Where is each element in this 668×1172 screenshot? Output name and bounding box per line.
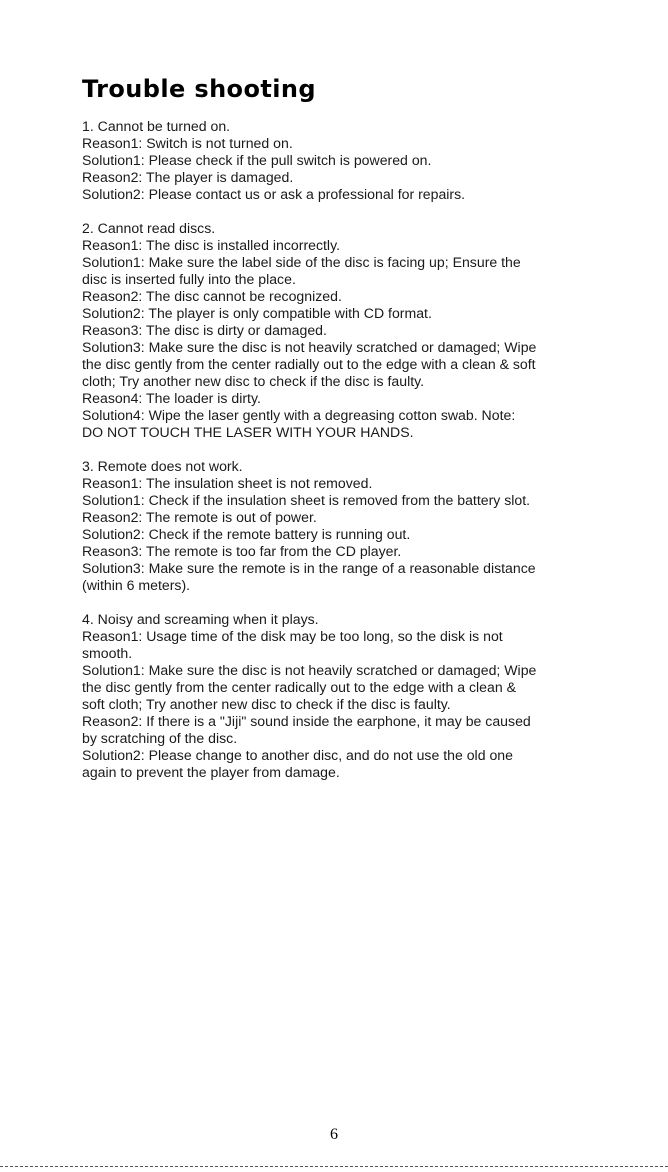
text-line: Solution2: The player is only compatible with CD format. — [82, 305, 432, 321]
text-line: Solution1: Please check if the pull switch is powered on. — [82, 152, 432, 168]
text-line: by scratching of the disc. — [82, 730, 238, 746]
page-number: 6 — [330, 1126, 338, 1143]
section-remote-not-working — [82, 458, 592, 594]
text-line: Reason1: Usage time of the disk may be too long, so the disk is not — [82, 628, 503, 644]
section-heading: 4. Noisy and screaming when it plays. — [82, 611, 319, 627]
text-line: DO NOT TOUCH THE LASER WITH YOUR HANDS. — [82, 424, 414, 440]
text-line: Reason2: The remote is out of power. — [82, 509, 317, 525]
section-noisy-playback — [82, 611, 592, 781]
section-cannot-turn-on — [82, 118, 592, 203]
troubleshooting-content — [82, 118, 592, 798]
text-line: soft cloth; Try another new disc to check if the disc is faulty. — [82, 696, 451, 712]
page-title: Trouble shooting — [82, 75, 316, 103]
text-line: Reason1: Switch is not turned on. — [82, 135, 293, 151]
text-line: smooth. — [82, 645, 133, 661]
text-line: Reason1: The insulation sheet is not removed. — [82, 475, 373, 491]
section-heading: 3. Remote does not work. — [82, 458, 243, 474]
text-line: Reason3: The disc is dirty or damaged. — [82, 322, 327, 338]
text-line: Solution2: Check if the remote battery is running out. — [82, 526, 411, 542]
text-line: the disc gently from the center radially out to the edge with a clean & soft — [82, 356, 536, 372]
bottom-divider — [0, 1166, 668, 1167]
text-line: Solution2: Please change to another disc, and do not use the old one — [82, 747, 513, 763]
text-line: Solution2: Please contact us or ask a professional for repairs. — [82, 186, 466, 202]
text-line: Reason1: The disc is installed incorrectly. — [82, 237, 340, 253]
text-line: the disc gently from the center radically out to the edge with a clean & — [82, 679, 517, 695]
text-line: disc is inserted fully into the place. — [82, 271, 296, 287]
text-line: Reason2: The disc cannot be recognized. — [82, 288, 342, 304]
text-line: Reason3: The remote is too far from the CD player. — [82, 543, 402, 559]
text-line: Solution1: Check if the insulation sheet is removed from the battery slot. — [82, 492, 531, 508]
section-cannot-read-discs — [82, 220, 592, 441]
text-line: again to prevent the player from damage. — [82, 764, 340, 780]
text-line: Solution1: Make sure the disc is not heavily scratched or damaged; Wipe — [82, 662, 537, 678]
text-line: (within 6 meters). — [82, 577, 191, 593]
text-line: Reason4: The loader is dirty. — [82, 390, 261, 406]
text-line: Reason2: If there is a "Jiji" sound inside the earphone, it may be caused — [82, 713, 531, 729]
text-line: Solution3: Make sure the disc is not heavily scratched or damaged; Wipe — [82, 339, 537, 355]
text-line: Solution4: Wipe the laser gently with a degreasing cotton swab. Note: — [82, 407, 516, 423]
section-heading: 2. Cannot read discs. — [82, 220, 216, 236]
text-line: Solution1: Make sure the label side of the disc is facing up; Ensure the — [82, 254, 521, 270]
text-line: Solution3: Make sure the remote is in the range of a reasonable distance — [82, 560, 536, 576]
text-line: Reason2: The player is damaged. — [82, 169, 294, 185]
text-line: cloth; Try another new disc to check if the disc is faulty. — [82, 373, 425, 389]
section-heading: 1. Cannot be turned on. — [82, 118, 231, 134]
